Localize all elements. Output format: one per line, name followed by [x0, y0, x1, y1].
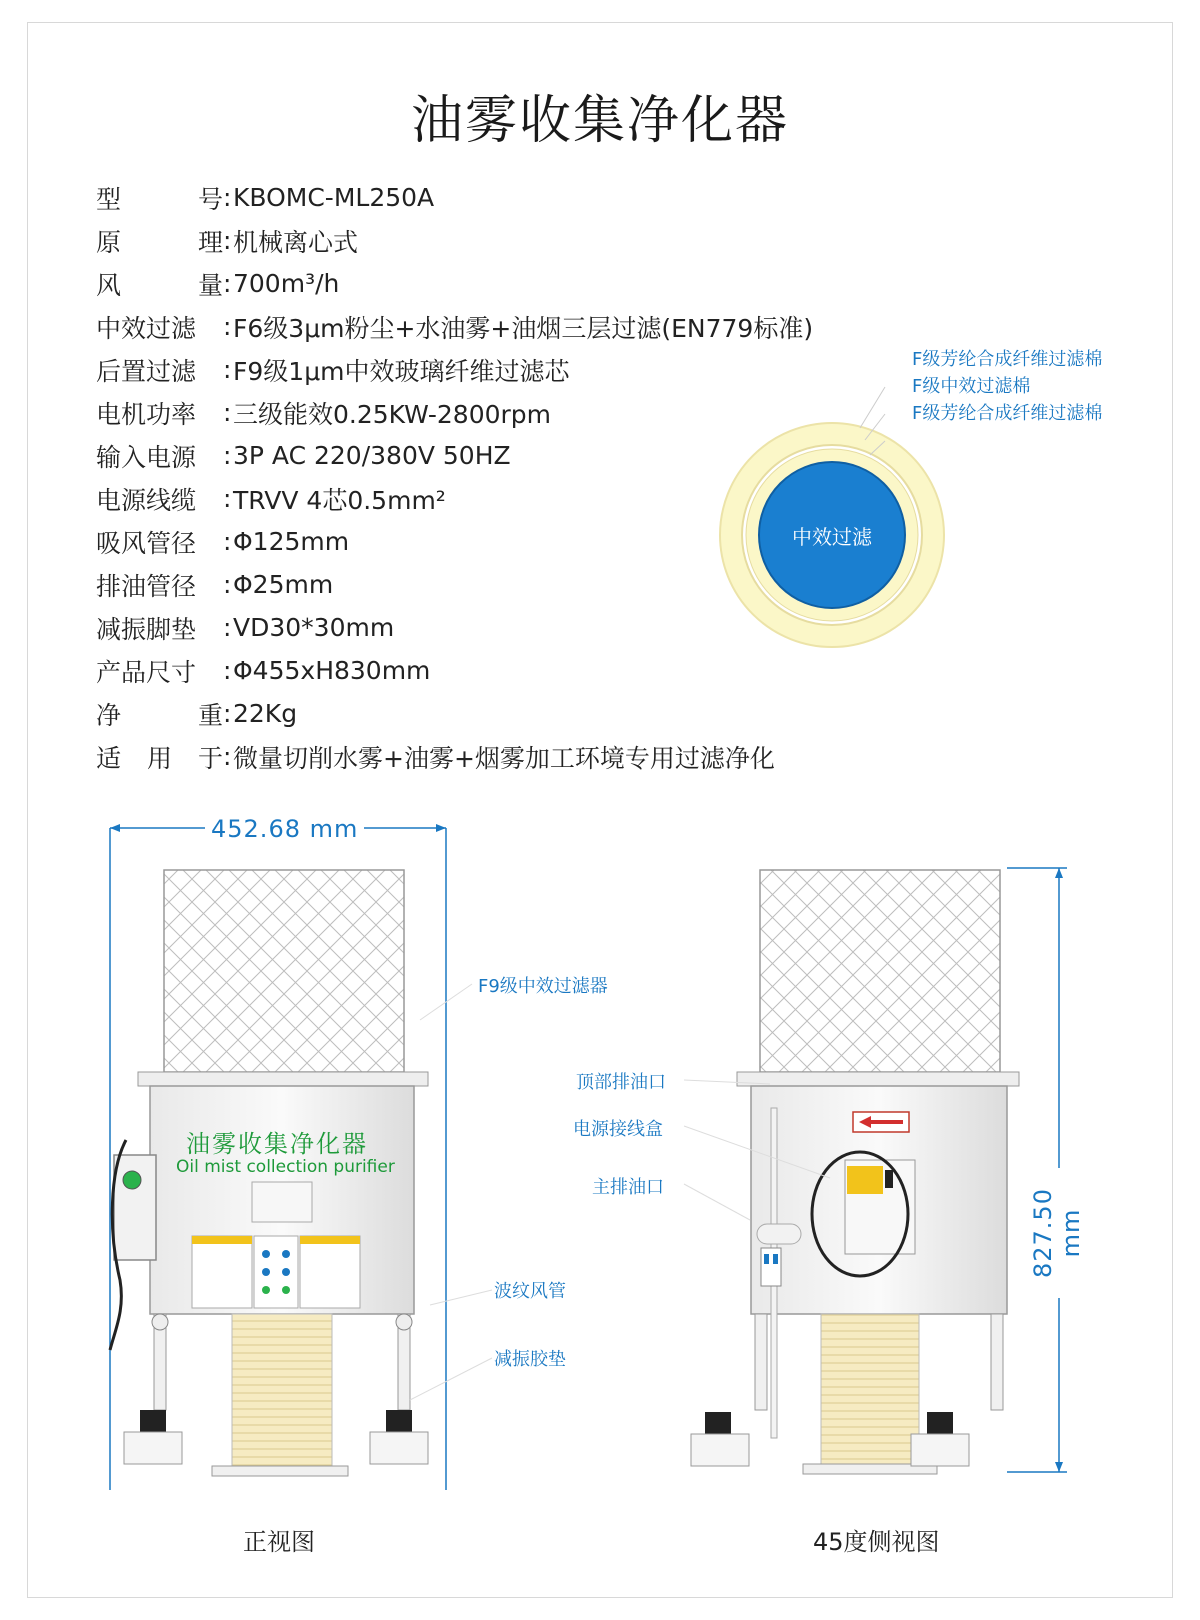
- spec-label: [96, 481, 223, 517]
- spec-label: [96, 739, 223, 775]
- side-filter-mesh: [760, 870, 1000, 1072]
- spec-label-part: 量: [197, 270, 223, 300]
- spec-label-part: 净: [96, 700, 122, 730]
- spec-row: [96, 735, 813, 778]
- callout-junction-box: 电源接线盒: [573, 1119, 663, 1140]
- front-view-caption: 正视图: [243, 1528, 315, 1556]
- spec-label-part: 于: [197, 743, 223, 773]
- control-box: [114, 1155, 156, 1260]
- spec-colon: :: [223, 226, 232, 255]
- spec-value: KBOMC-ML250A: [233, 183, 435, 212]
- height-dimension: 827.50 mm: [1029, 1168, 1085, 1298]
- spec-value: 微量切削水雾+油雾+烟雾加工环境专用过滤净化: [233, 743, 775, 773]
- spec-colon: :: [223, 570, 232, 599]
- spec-label: [96, 180, 223, 216]
- spec-row: [96, 219, 813, 262]
- spec-label-part: 减振脚垫: [96, 614, 197, 644]
- spec-value: Φ25mm: [233, 570, 334, 599]
- spec-colon: :: [223, 699, 232, 728]
- spec-label: [96, 696, 223, 732]
- spec-label: [96, 610, 223, 646]
- spec-label-part: 排油管径: [96, 571, 197, 601]
- spec-label-part: 型: [96, 184, 122, 214]
- spec-value: TRVV 4芯0.5mm²: [233, 485, 446, 515]
- spec-value: 三级能效0.25KW-2800rpm: [233, 399, 552, 429]
- side-callout-lines: [670, 1070, 870, 1230]
- spec-colon: :: [223, 312, 232, 341]
- callout-f9-filter: F9级中效过滤器: [478, 976, 608, 997]
- side-view-caption: 45度侧视图: [813, 1528, 940, 1556]
- spec-row: [96, 262, 813, 305]
- spec-label-part: 后置过滤: [96, 356, 197, 386]
- spec-value: F6级3μm粉尘+水油雾+油烟三层过滤(EN779标准): [233, 313, 814, 343]
- front-filter-mesh: [164, 870, 404, 1072]
- filter-layer-label-2: F级中效过滤棉: [912, 376, 1031, 397]
- spec-colon: :: [223, 398, 232, 427]
- spec-value: F9级1μm中效玻璃纤维过滤芯: [233, 356, 570, 386]
- machine-label-cn: 油雾收集净化器: [186, 1130, 368, 1158]
- spec-value: Φ455xH830mm: [233, 656, 431, 685]
- bellows-duct: [232, 1314, 332, 1466]
- spec-label-part: 理: [197, 227, 223, 257]
- breaker: [761, 1248, 781, 1286]
- filter-core-label: 中效过滤: [792, 525, 872, 549]
- spec-value: 700m³/h: [233, 269, 340, 298]
- safety-icons-panel: [254, 1236, 298, 1308]
- spec-label: [96, 567, 223, 603]
- spec-label-part: 原: [96, 227, 122, 257]
- damper-foot-left: [140, 1410, 166, 1432]
- spec-value: VD30*30mm: [233, 613, 395, 642]
- callout-main-drain: 主排油口: [592, 1177, 664, 1198]
- spec-label: [96, 524, 223, 560]
- spec-colon: :: [223, 183, 232, 212]
- filter-layer-label-3: F级芳纶合成纤维过滤棉: [912, 403, 1103, 424]
- spec-label-part: 产品尺寸: [96, 657, 197, 687]
- spec-value: 机械离心式: [233, 227, 359, 257]
- spec-row: [96, 692, 813, 735]
- callout-damper-pad: 减振胶垫: [494, 1349, 566, 1370]
- warning-label-right: [300, 1236, 360, 1308]
- width-dimension: 452.68 mm: [205, 815, 364, 843]
- side-bellows: [821, 1314, 919, 1466]
- spec-label-part: 吸风管径: [96, 528, 197, 558]
- spec-label: [96, 223, 223, 259]
- filter-layer-label-1: F级芳纶合成纤维过滤棉: [912, 349, 1103, 370]
- spec-label-part: 中效过滤: [96, 313, 197, 343]
- spec-label-part: 风: [96, 270, 122, 300]
- spec-value: 22Kg: [233, 699, 298, 728]
- spec-row: [96, 176, 813, 219]
- warning-label-left: [192, 1236, 252, 1308]
- callout-top-drain: 顶部排油口: [576, 1072, 666, 1093]
- spec-colon: :: [223, 484, 232, 513]
- spec-colon: :: [223, 742, 232, 771]
- front-callout-lines: [400, 960, 520, 1420]
- spec-label: [96, 438, 223, 474]
- spec-label: [96, 266, 223, 302]
- spec-label-part: 号: [197, 184, 223, 214]
- spec-colon: :: [223, 441, 232, 470]
- spec-label-part: 输入电源: [96, 442, 197, 472]
- spec-colon: :: [223, 527, 232, 556]
- spec-label-part: 电机功率: [96, 399, 197, 429]
- spec-colon: :: [223, 613, 232, 642]
- machine-label-en: Oil mist collection purifier: [176, 1157, 395, 1177]
- spec-value: 3P AC 220/380V 50HZ: [233, 441, 511, 470]
- spec-value: Φ125mm: [233, 527, 350, 556]
- spec-label: [96, 309, 223, 345]
- nameplate: [252, 1182, 312, 1222]
- spec-label: [96, 653, 223, 689]
- spec-colon: :: [223, 269, 232, 298]
- spec-label-part: 用: [146, 743, 172, 773]
- spec-label-part: 电源线缆: [96, 485, 197, 515]
- callout-bellows-duct: 波纹风管: [494, 1281, 566, 1302]
- spec-colon: :: [223, 355, 232, 384]
- spec-label: [96, 352, 223, 388]
- indicator-light-icon: [123, 1171, 141, 1189]
- spec-label-part: 适: [96, 743, 122, 773]
- spec-label-part: 重: [197, 700, 223, 730]
- page-title: 油雾收集净化器: [410, 91, 789, 151]
- spec-label: [96, 395, 223, 431]
- spec-colon: :: [223, 656, 232, 685]
